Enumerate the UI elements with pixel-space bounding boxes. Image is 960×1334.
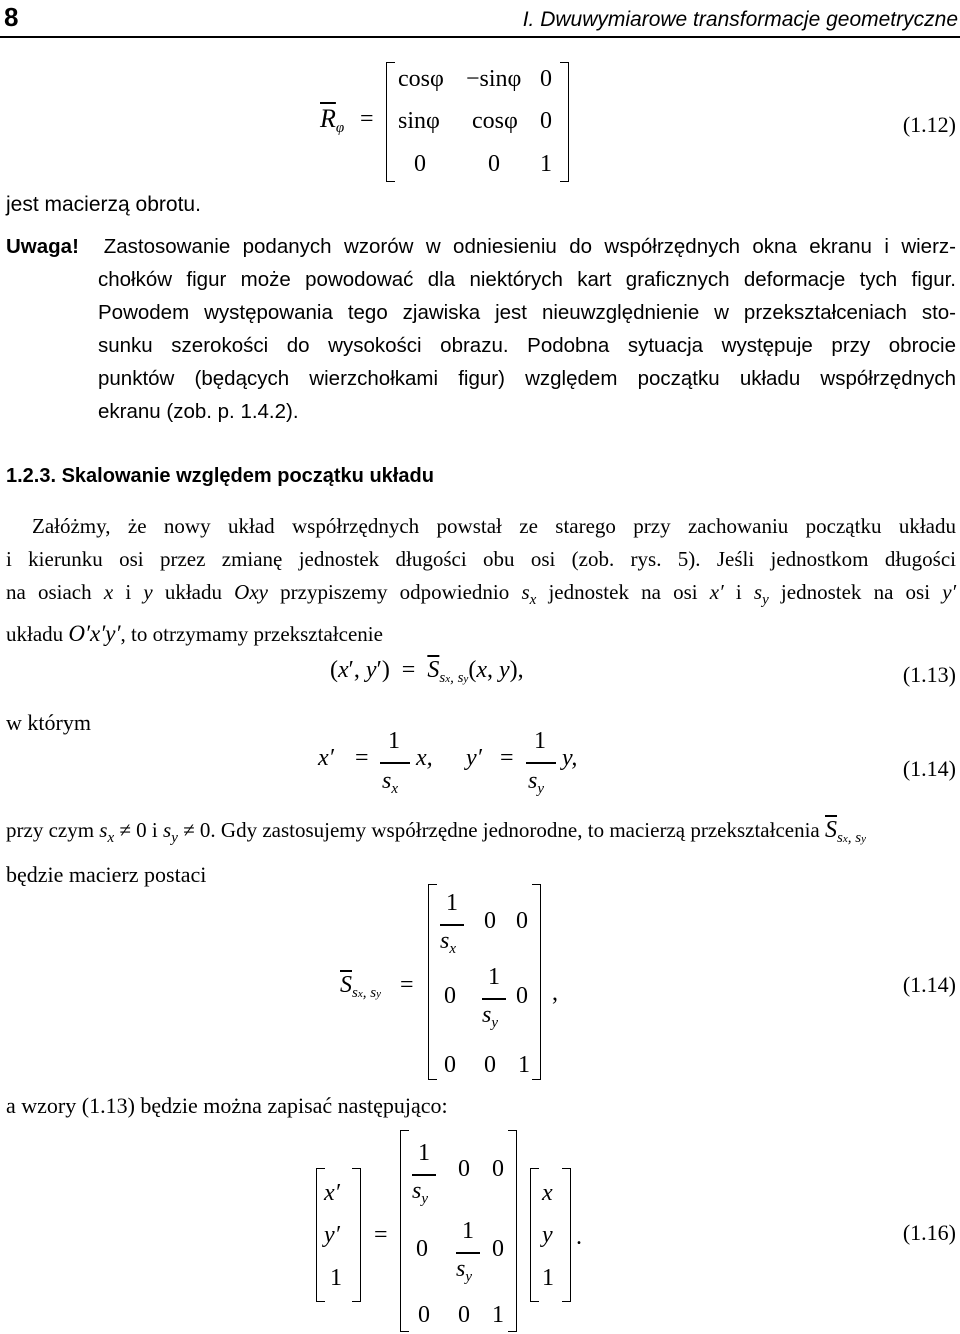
y-term: y,: [562, 745, 578, 771]
numerator: 1: [388, 728, 400, 754]
matrix-cell: 0: [484, 908, 496, 934]
equation-number: (1.13): [902, 662, 956, 687]
scaling-paragraph: [6, 510, 956, 651]
section-title: 1.2.3. Skalowanie względem początku układu: [6, 465, 434, 487]
bedzie-text: będzie macierz postaci: [6, 862, 207, 887]
text-line: na osiach x i y układu Oxy przypiszemy odpowiednio $s_x$ jednostek na osi x′ i $s_y$ jednostek na osi y′: [6, 580, 957, 608]
equation-number: (1.14): [902, 756, 956, 781]
matrix-cell: 1: [540, 151, 552, 177]
fraction-line: [456, 1252, 480, 1254]
equation-number: (1.12): [902, 112, 956, 137]
matrix-cell: 1: [492, 1302, 504, 1328]
numerator: 1: [534, 728, 546, 754]
vector-cell: x: [542, 1180, 553, 1206]
text-line: sunku szerokości do wysokości obrazu. Podobna sytuacja występuje przy obrocie: [98, 334, 956, 357]
matrix-cell: 1: [446, 890, 458, 916]
note-paragraph: [6, 230, 956, 428]
scaling-matrix-symbol: $\overline{S}_{sx, sy}$: [340, 972, 381, 1001]
text-line: chołków figur może powodować dla niektórych kart graficznych deformacje tych figur.: [98, 268, 956, 291]
equals-sign: =: [374, 1222, 388, 1248]
left-bracket: [386, 62, 395, 182]
note-label: Uwaga!: [6, 235, 79, 258]
matrix-cell: 1: [488, 964, 500, 990]
equals-sign: =: [360, 106, 374, 132]
matrix-cell: 1: [418, 1140, 430, 1166]
matrix-cell: 0: [540, 108, 552, 134]
matrix-cell: 0: [492, 1236, 504, 1262]
matrix-cell: sinφ: [398, 108, 440, 134]
x-term: x,: [416, 745, 433, 771]
running-title: I. Dwuwymiarowe transformacje geometryczne: [522, 8, 958, 31]
matrix-cell: $s_x$: [440, 928, 457, 957]
matrix-cell: −sinφ: [466, 66, 522, 92]
matrix-cell: 1: [462, 1218, 474, 1244]
equation-number: (1.16): [902, 1220, 956, 1245]
y-prime: y′: [466, 745, 482, 771]
equals-sign: =: [355, 745, 369, 771]
vector-cell: y: [542, 1222, 553, 1248]
condition-line: przy czym $s_x \ne 0$ i $s_y \ne 0$. Gdy zastosujemy współrzędne jednorodne, to macierzą przekształcenia $\overline{S}_{sx, sy}$: [6, 817, 866, 846]
matrix-cell: 0: [416, 1236, 428, 1262]
text-line: Załóżmy, że nowy układ współrzędnych powstał ze starego przy zachowaniu początku układu: [32, 514, 956, 538]
text-line: Zastosowanie podanych wzorów w odniesieniu do współrzędnych okna ekranu i wierz-: [103, 235, 956, 258]
matrix-cell: 0: [444, 983, 456, 1009]
matrix-cell: cosφ: [398, 66, 444, 92]
period: .: [576, 1224, 582, 1250]
right-bracket: [532, 884, 541, 1080]
right-bracket: [508, 1130, 517, 1332]
right-bracket: [352, 1168, 361, 1302]
matrix-cell: $s_y$: [482, 1002, 499, 1031]
denominator: $s_y$: [528, 768, 545, 797]
matrix-cell: 0: [414, 151, 426, 177]
matrix-cell: 0: [458, 1156, 470, 1182]
vector-cell: 1: [330, 1265, 342, 1291]
rotation-matrix-symbol: $\overline{R}_\varphi$: [320, 104, 345, 136]
matrix-cell: 0: [418, 1302, 430, 1328]
matrix-cell: 0: [444, 1052, 456, 1078]
fraction-line: [412, 1174, 436, 1176]
equation-content: (x′, $y') = \overline{S}_{sx, sy}(x$, y),: [330, 657, 524, 686]
rotation-note: jest macierzą obrotu.: [6, 193, 201, 216]
equation-number: (1.14): [902, 972, 956, 997]
fraction-line: [440, 924, 464, 926]
matrix-cell: 0: [516, 983, 528, 1009]
text-line: i kierunku osi przez zmianę jednostek długości obu osi (zob. rys. 5). Jeśli jednostkom długości: [6, 547, 956, 571]
left-bracket: [530, 1168, 539, 1302]
header-rule: [0, 36, 960, 38]
denominator: $s_x$: [382, 768, 399, 797]
matrix-cell: 1: [518, 1052, 530, 1078]
fraction-line: [380, 762, 410, 764]
matrix-cell: 0: [492, 1156, 504, 1182]
page-number: 8: [4, 2, 19, 32]
vector-cell: y′: [324, 1222, 340, 1248]
matrix-cell: 0: [540, 66, 552, 92]
left-bracket: [400, 1130, 409, 1332]
matrix-cell: cosφ: [472, 108, 518, 134]
matrix-cell: $s_y$: [412, 1178, 429, 1207]
vector-cell: 1: [542, 1265, 554, 1291]
equals-sign: =: [400, 972, 414, 998]
right-bracket: [560, 62, 569, 182]
text-line: układu O′x′y′, to otrzymamy przekształcenie: [6, 621, 383, 646]
text-line: Powodem występowania tego zjawiska jest nieuwzględnienie w przekształceniach sto-: [98, 301, 956, 324]
left-bracket: [428, 884, 437, 1080]
vector-cell: x′: [324, 1180, 340, 1206]
w-ktorym-text: w którym: [6, 710, 91, 735]
right-bracket: [562, 1168, 571, 1302]
text-line: ekranu (zob. p. 1.4.2).: [98, 400, 299, 423]
fraction-line: [482, 998, 506, 1000]
matrix-cell: 0: [488, 151, 500, 177]
matrix-cell: 0: [458, 1302, 470, 1328]
matrix-cell: 0: [516, 908, 528, 934]
x-prime: x′: [318, 745, 334, 771]
text-line: punktów (będących wierzchołkami figur) względem początku układu współrzędnych: [98, 367, 956, 390]
matrix-cell: $s_y$: [456, 1256, 473, 1285]
a-wzory-text: a wzory (1.13) będzie można zapisać następująco:: [6, 1093, 448, 1118]
equals-sign: =: [500, 745, 514, 771]
fraction-line: [526, 762, 556, 764]
comma: ,: [552, 980, 558, 1006]
matrix-cell: 0: [484, 1052, 496, 1078]
